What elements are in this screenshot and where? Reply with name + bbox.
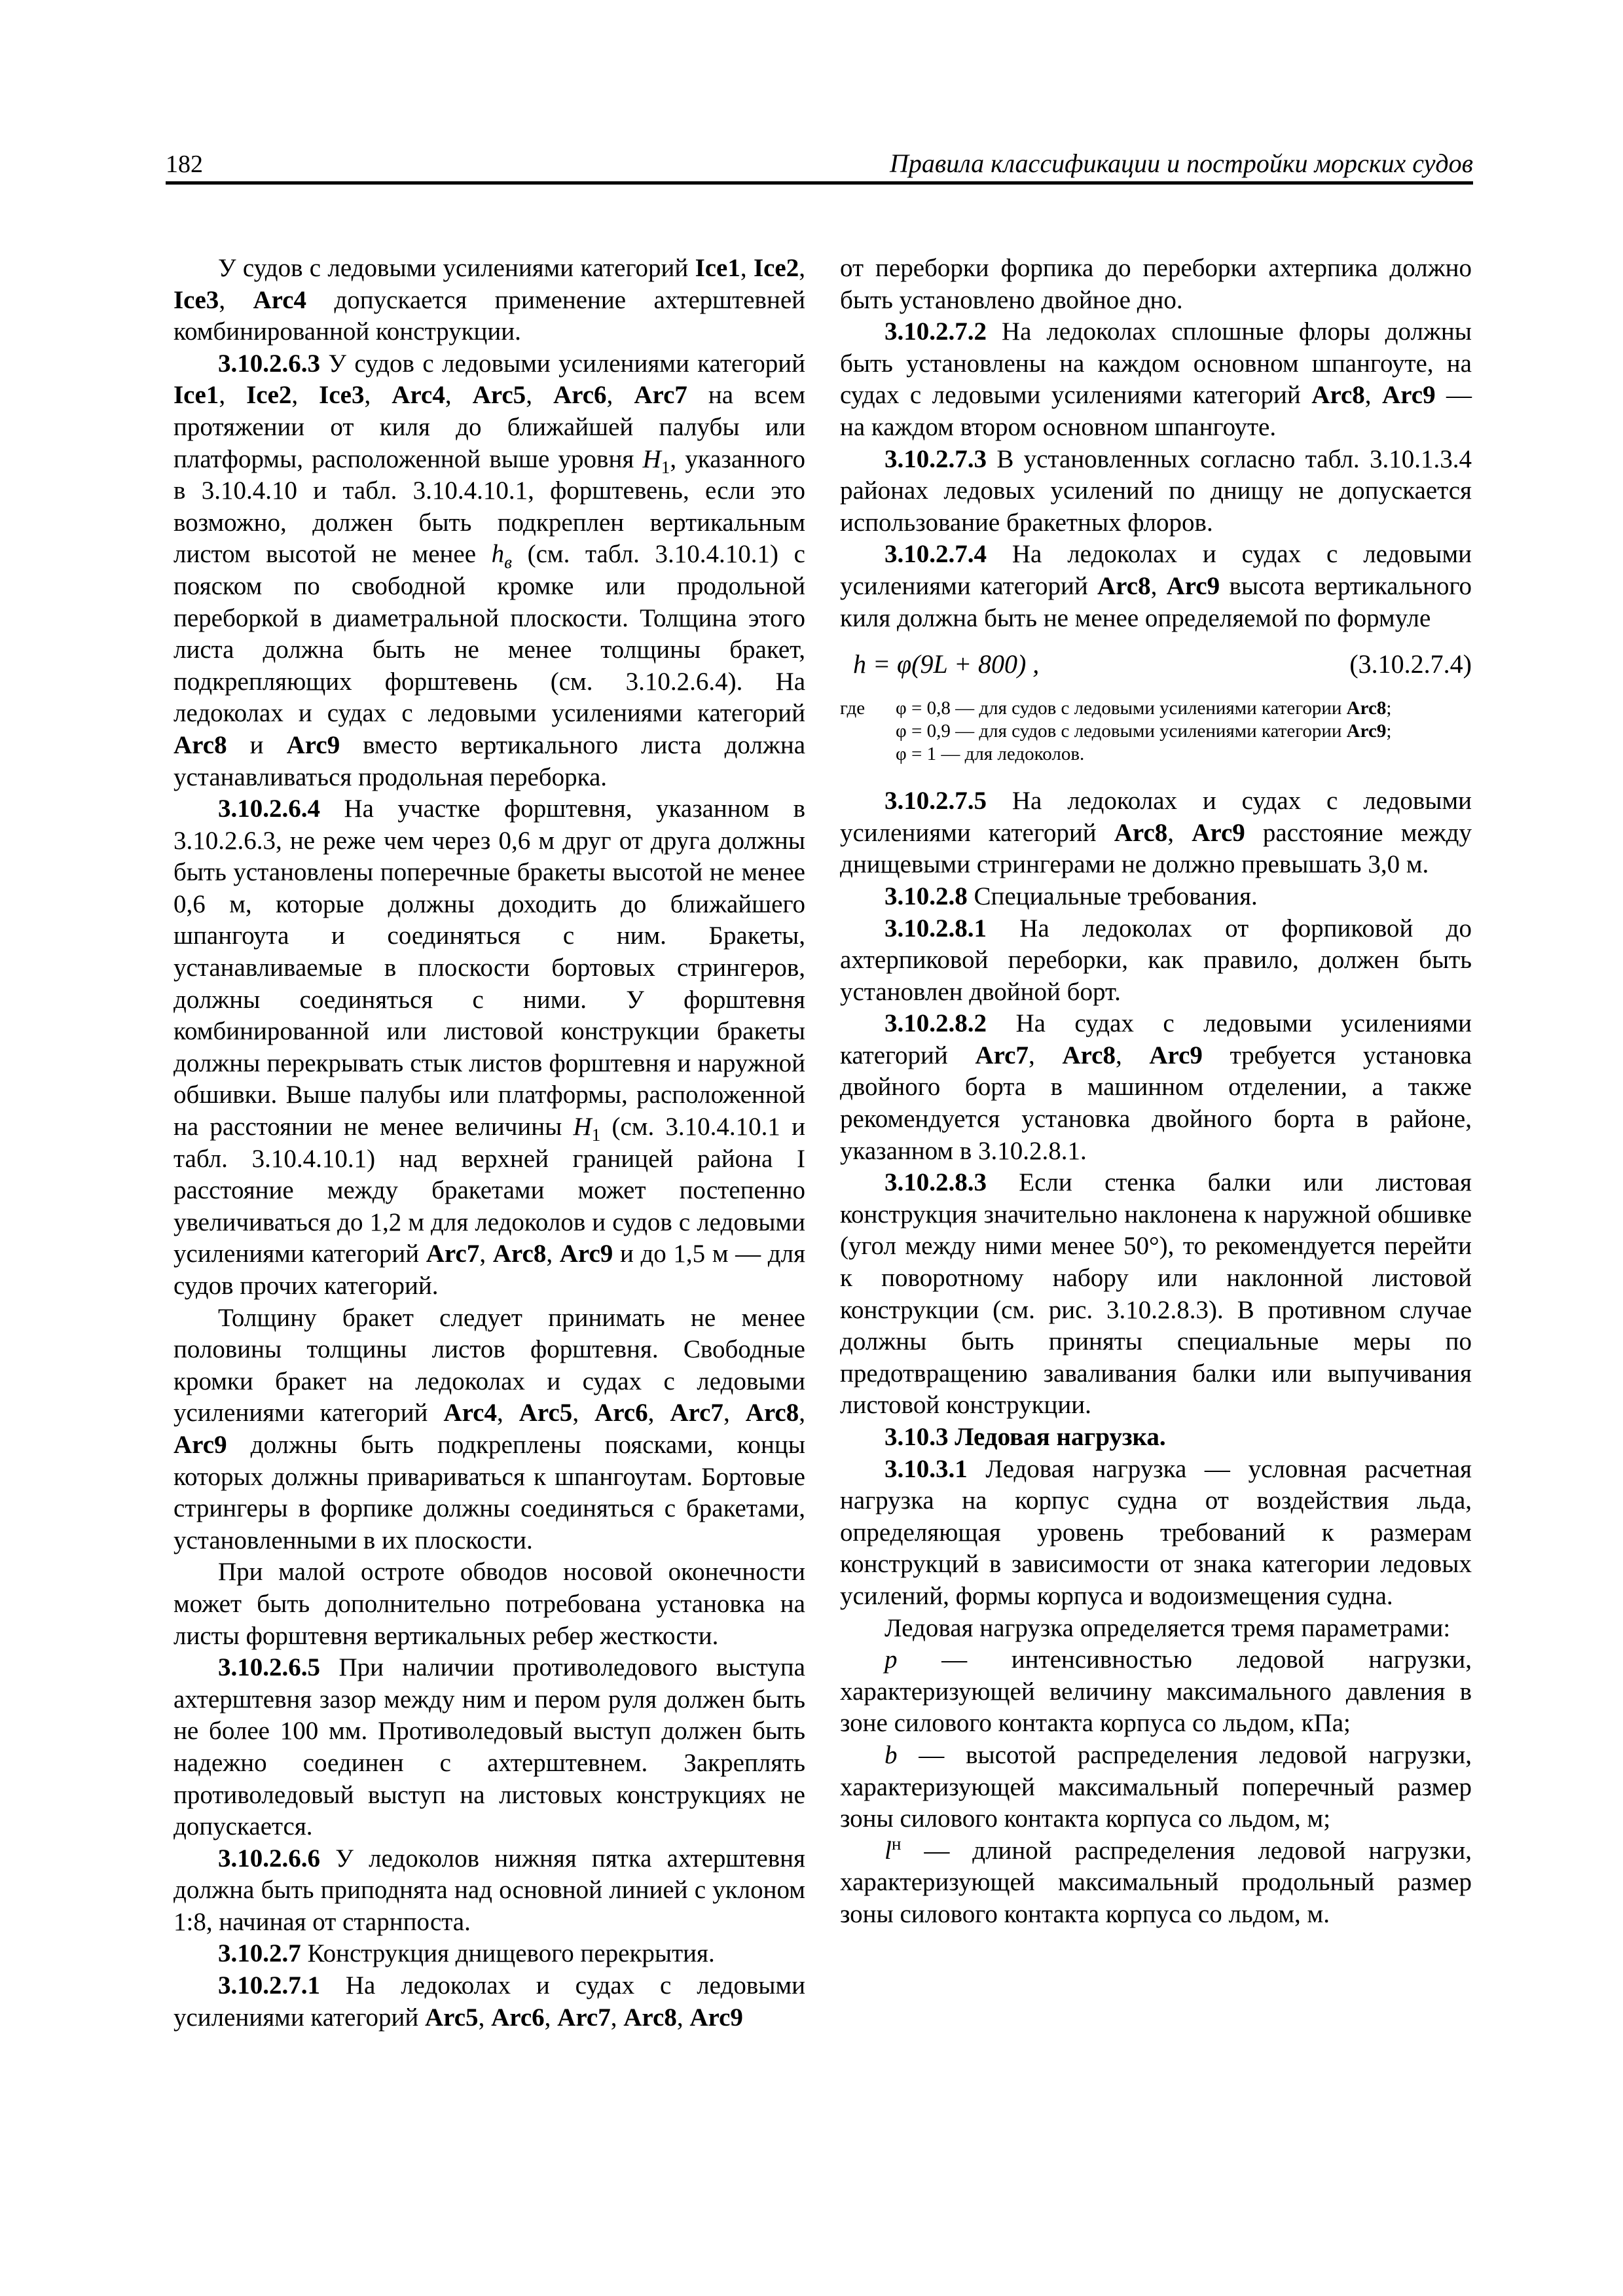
text-run: Arc7 <box>634 381 687 410</box>
paragraph <box>840 785 1472 881</box>
text-run: — длиной распределения ледовой нагрузки, характеризующей максимальный продольный размер зоны силового контакта корпуса со льдом, м. <box>840 1836 1472 1928</box>
paragraph <box>840 316 1472 443</box>
text-run: , <box>526 381 553 410</box>
text-run: , <box>1029 1041 1063 1069</box>
text-run: 3.10.2.6.5 <box>218 1653 320 1682</box>
paragraph <box>840 1644 1472 1740</box>
text-run: требуется установка двойного борта в машинном отделении, а также рекомендуется установка двойного борта в районе, указанном в 3.10.2.8.1. <box>840 1041 1472 1165</box>
text-run: У судов с ледовыми усилениями категорий <box>218 254 695 282</box>
text-run: φ = 0,8 — для судов с ледовыми усилениями категории <box>896 698 1347 719</box>
paragraph <box>840 1422 1472 1454</box>
text-run: Arc8 <box>623 2003 677 2032</box>
text-run: 3.10.2.7.3 <box>884 444 987 473</box>
paragraph <box>173 793 805 1302</box>
text-run: расстояние между днищевыми стрингерами не должно превышать 3,0 м. <box>840 818 1472 879</box>
text-run: l <box>884 1836 892 1865</box>
text-run: , <box>219 285 253 314</box>
text-run: Arc8 <box>1114 818 1168 847</box>
definition-line <box>896 697 1472 720</box>
text-run: 3.10.2.8.3 <box>884 1168 987 1197</box>
text-run: , <box>479 1240 493 1268</box>
text-run: 3.10.3 Ледовая нагрузка. <box>884 1423 1166 1451</box>
text-run: p <box>884 1645 898 1674</box>
text-run: Arc7 <box>975 1041 1029 1069</box>
text-run: В установленных согласно табл. 3.10.1.3.4 районах ледовых усилений по днищу не допускается использование бракетных флоров. <box>840 444 1472 537</box>
paragraph <box>840 1454 1472 1613</box>
where-label: где <box>840 698 866 719</box>
formula-definitions <box>840 697 1472 766</box>
text-run: Arc9 <box>1346 721 1387 742</box>
text-run: 3.10.2.6.3 <box>218 349 320 378</box>
text-run: , <box>1115 1041 1150 1069</box>
text-run: 3.10.2.7.4 <box>884 540 987 569</box>
text-run: Ice3 <box>173 285 219 314</box>
text-run: Arc8 <box>1062 1041 1116 1069</box>
text-run: , <box>478 2003 492 2032</box>
paragraph <box>840 913 1472 1009</box>
text-run: Arc9 <box>689 2003 743 2032</box>
paragraph <box>840 444 1472 539</box>
text-run: Arc7 <box>426 1240 480 1268</box>
text-run: Ice1 <box>173 381 219 410</box>
text-run: φ = 0,9 — для судов с ледовыми усилениями категории <box>896 721 1347 742</box>
right-column <box>840 253 1472 1931</box>
text-run: Ice3 <box>319 381 365 410</box>
text-run: Конструкция днищевого перекрытия. <box>301 1939 715 1968</box>
text-run: , <box>799 254 805 282</box>
text-run: — высотой распределения ледовой нагрузки, характеризующей максимальный поперечный размер зоны силового контакта корпуса со льдом, м; <box>840 1740 1472 1833</box>
text-run: 3.10.2.7.2 <box>884 317 987 346</box>
running-title: Правила классификации и постройки морских судов <box>889 149 1473 178</box>
paragraph <box>173 1302 805 1557</box>
text-run: , <box>497 1399 519 1427</box>
text-run: Arc6 <box>553 381 607 410</box>
text-run: , <box>291 381 319 410</box>
text-run: Arc9 <box>1381 381 1436 410</box>
paragraph <box>840 1835 1472 1931</box>
text-run: 3.10.2.6.6 <box>218 1844 320 1873</box>
text-run: На ледоколах и судах с ледовыми усилениями категорий <box>173 1971 805 2032</box>
text-run: в <box>504 552 512 573</box>
text-run: На ледоколах от форпиковой до ахтерпиковой переборки, как правило, должен быть установлен двойной борт. <box>840 914 1472 1006</box>
text-run: на всем протяжении от киля до ближайшей палубы или платформы, расположенной выше уровня <box>173 381 806 473</box>
text-run: Arc9 <box>1166 571 1220 600</box>
paragraph <box>840 539 1472 634</box>
text-run: На судах с ледовыми усилениями категорий <box>840 1009 1472 1069</box>
text-run: При малой остроте обводов носовой оконечности может быть дополнительно потребована установка на листы форштевня вертикальных ребер жесткости. <box>173 1558 805 1650</box>
text-run: На ледоколах и судах с ледовыми усилениями категорий <box>840 540 1472 600</box>
formula <box>840 649 1472 685</box>
text-run: (см. табл. 3.10.4.10.1) с пояском по свободной кромке или продольной переборкой в диаметральной плоскости. Толщина этого листа должна быть не менее толщины бракет, подкрепляющих форштевень (см. 3.10.2.6.4). На ледоколах и судах с ледовыми усилениями категорий <box>173 540 805 728</box>
text-run: , <box>723 1399 746 1427</box>
text-run: Arc8 <box>492 1240 547 1268</box>
definition-line <box>896 720 1472 743</box>
text-run: Arc7 <box>670 1399 723 1427</box>
text-run: Arc4 <box>392 381 445 410</box>
text-run: Arc8 <box>1097 571 1151 600</box>
text-run: , <box>572 1399 595 1427</box>
text-run: Arc8 <box>745 1399 799 1427</box>
text-run: н <box>891 1833 902 1854</box>
left-column <box>173 253 805 2034</box>
paragraph <box>173 1652 805 1843</box>
paragraph <box>173 1556 805 1652</box>
text-run: вместо вертикального листа должна устанавливаться продольная переборка. <box>173 730 805 791</box>
text-run: Arc7 <box>557 2003 611 2032</box>
paragraph <box>173 348 805 793</box>
text-run: от переборки форпика до переборки ахтерпика должно быть установлено двойное дно. <box>840 254 1472 314</box>
text-run: Arc5 <box>519 1399 573 1427</box>
text-run: 3.10.2.7.1 <box>218 1971 320 2000</box>
text-run: Если стенка балки или листовая конструкция значительно наклонена к наружной обшивке (угол между ними менее 50°), то рекомендуется перейти к поворотному набору или наклонной листовой конструкции (см. рис. 3.10.2.8.3). В противном случае должны быть приняты специальные меры по предотвращению заваливания балки или выпучивания листовой конструкции. <box>840 1168 1472 1420</box>
definition-line <box>896 743 1472 766</box>
text-run: Arc8 <box>173 730 227 759</box>
text-run: При наличии противоледового выступа ахтерштевня зазор между ним и пером руля должен быть не более 100 мм. Противоледовый выступ должен быть надежно соединен с ахтерштевнем. Закреплять противоледовый выступ на листовых конструкциях не допускается. <box>173 1653 805 1841</box>
text-run: 3.10.2.8.2 <box>884 1009 987 1038</box>
text-run: Arc9 <box>173 1430 227 1459</box>
text-run: 3.10.2.8.1 <box>884 914 987 942</box>
text-run: Толщину бракет следует принимать не менее половины толщины листов форштевня. Свободные кромки бракет на ледоколах и судах с ледовыми усилениями категорий <box>173 1303 805 1427</box>
text-run: , <box>1150 571 1167 600</box>
text-run: H <box>573 1113 592 1141</box>
text-run: Arc6 <box>491 2003 545 2032</box>
page-number: 182 <box>166 151 203 178</box>
text-run: Arc4 <box>443 1399 497 1427</box>
text-run: Arc8 <box>1311 381 1365 410</box>
text-run: У ледоколов нижняя пятка ахтерштевня должна быть приподнята над основной линией с уклоном 1:8, начиная от старнпоста. <box>173 1844 805 1936</box>
text-run: 3.10.2.7.5 <box>884 787 987 816</box>
text-run: Arc4 <box>253 285 307 314</box>
text-run: Ice2 <box>246 381 292 410</box>
text-run: 3.10.3.1 <box>884 1454 968 1483</box>
paragraph <box>173 253 805 348</box>
text-run: , <box>799 1399 805 1427</box>
text-run: , <box>546 1240 560 1268</box>
text-run: Arc9 <box>1149 1041 1203 1069</box>
paragraph <box>173 1970 805 2034</box>
text-run: Arc5 <box>424 2003 479 2032</box>
text-run: Специальные требования. <box>967 882 1258 910</box>
text-run: Arc9 <box>1192 818 1245 847</box>
text-run: Arc5 <box>472 381 526 410</box>
formula-number: (3.10.2.7.4) <box>1349 649 1472 679</box>
text-run: , <box>1167 818 1192 847</box>
text-run: — на каждом втором основном шпангоуте. <box>840 381 1472 441</box>
text-run: 1 <box>661 457 670 477</box>
paragraph <box>840 1167 1472 1422</box>
text-run: На ледоколах сплошные флоры должны быть установлены на каждом основном шпангоуте, на судах с ледовыми усилениями категорий <box>840 317 1472 410</box>
paragraph <box>173 1938 805 1970</box>
paragraph <box>840 881 1472 913</box>
text-run: ; <box>1386 721 1392 742</box>
text-run: , <box>364 381 392 410</box>
text-run: φ = 1 — для ледоколов. <box>896 744 1085 765</box>
text-run: H <box>642 444 661 473</box>
text-run: 1 <box>591 1124 601 1145</box>
paragraph <box>840 1740 1472 1835</box>
text-run: (см. 3.10.4.10.1 и табл. 3.10.4.10.1) над верхней границей района I расстояние между бракетами может постепенно увеличиваться до 1,2 м для ледоколов и судов с ледовыми усилениями категорий <box>173 1113 805 1268</box>
text-run: , <box>610 2003 624 2032</box>
paragraph <box>840 1008 1472 1167</box>
text-run: Arc6 <box>594 1399 648 1427</box>
text-run: , <box>445 381 473 410</box>
text-run: На участке форштевня, указанном в 3.10.2.6.3, не реже чем через 0,6 м друг от друга должны быть установлены поперечные бракеты высотой не менее 0,6 м, которые должны доходить до ближайшего шпангоута и соединяться с ним. Бракеты, устанавливаемые в плоскости бортовых стрингеров, должны соединяться с ними. У форштевня комбинированной или листовой конструкции бракеты должны перекрывать стык листов форштевня и наружной обшивки. Выше палубы или платформы, расположенной на расстоянии не менее величины <box>173 795 805 1141</box>
paragraph <box>840 1613 1472 1645</box>
paragraph <box>173 1843 805 1939</box>
text-run: Arc9 <box>559 1240 613 1268</box>
text-run: , <box>219 381 247 410</box>
text-run: h <box>491 540 505 569</box>
text-run: ; <box>1386 698 1392 719</box>
text-run: 3.10.2.8 <box>884 882 968 910</box>
text-run: b <box>884 1740 898 1769</box>
formula-expression: h = φ(9L + 800) , <box>853 649 1040 679</box>
text-run: , <box>544 2003 558 2032</box>
text-run: На ледоколах и судах с ледовыми усилениями категорий <box>840 787 1472 847</box>
text-run: , <box>606 381 634 410</box>
text-run: У судов с ледовыми усилениями категорий <box>320 349 805 378</box>
text-run: Ice2 <box>753 254 799 282</box>
text-run: Ледовая нагрузка определяется тремя параметрами: <box>884 1613 1451 1642</box>
text-run: , указанного в 3.10.4.10 и табл. 3.10.4.10.1, форштевень, если это возможно, должен быть подкреплен вертикальным листом высотой не менее <box>173 444 805 569</box>
text-run: — интенсивностью ледовой нагрузки, характеризующей величину максимального давления в зоне силового контакта корпуса со льдом, кПа; <box>840 1645 1472 1738</box>
text-run: Arc8 <box>1346 698 1387 719</box>
text-run: и <box>227 730 287 759</box>
text-run: должны быть подкреплены поясками, концы которых должны привариваться к шпангоутам. Бортовые стрингеры в форпике должны соединяться с бракетами, установленными в их плоскости. <box>173 1430 805 1554</box>
text-run: Arc9 <box>286 730 340 759</box>
text-run: Ice1 <box>695 254 740 282</box>
running-header <box>166 141 1473 185</box>
text-run: , <box>647 1399 670 1427</box>
text-run: , <box>676 2003 690 2032</box>
text-run: 3.10.2.6.4 <box>218 795 320 823</box>
text-run: высота вертикального киля должна быть не менее определяемой по формуле <box>840 571 1472 632</box>
text-run: Ледовая нагрузка — условная расчетная нагрузка на корпус судна от воздействия льда, определяющая уровень требований к размерам конструкций в зависимости от знака категории ледовых усилений, формы корпуса и водоизмещения судна. <box>840 1454 1472 1610</box>
text-run: и до 1,5 м — для судов прочих категорий. <box>173 1240 806 1300</box>
paragraph <box>840 253 1472 316</box>
text-run: 3.10.2.7 <box>218 1939 301 1968</box>
text-run: допускается применение ахтерштевней комбинированной конструкции. <box>173 285 805 346</box>
text-run: , <box>1364 381 1382 410</box>
text-run: , <box>740 254 754 282</box>
